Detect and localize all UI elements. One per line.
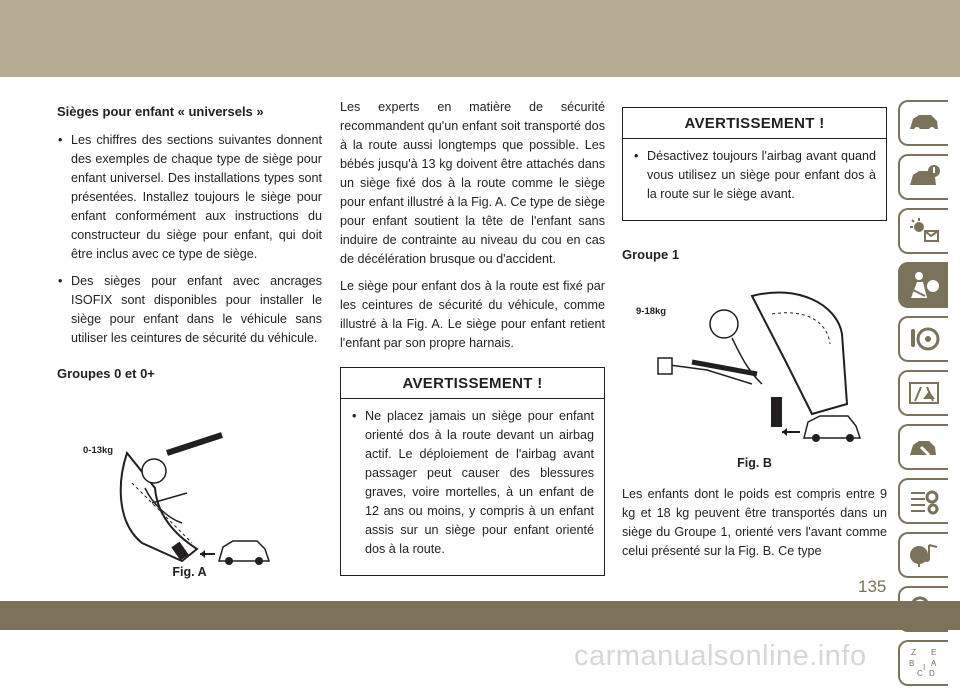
road-driving-icon (907, 379, 941, 407)
child-seat-airbag-icon (907, 270, 941, 300)
column-left (57, 98, 322, 582)
settings-list-icon (907, 487, 941, 515)
warning-list (633, 147, 876, 204)
watermark: carmanualsonline.info (574, 640, 867, 672)
bullet-item: • Les chiffres des sections suivantes donnent des exemples de chaque type de siège pour enfant universel. Des installations types sont présentées. Installez toujours le siège pour enfant conformément aux instructions du constructeur du siège pour enfant, qui doit être inclus avec ce type de siège. (57, 131, 322, 264)
tab-key-steering[interactable] (898, 316, 948, 362)
figure-caption: Fig. A (172, 565, 207, 579)
tab-alphabet-index[interactable] (898, 640, 948, 686)
warning-body (341, 399, 604, 575)
warning-body (623, 139, 886, 220)
tab-car-alert[interactable] (898, 154, 948, 200)
tab-car-info[interactable] (898, 100, 948, 146)
svg-text:C: C (917, 669, 923, 678)
svg-text:Z: Z (911, 648, 916, 657)
section-heading: Sièges pour enfant « universels » (57, 104, 264, 119)
column-middle (340, 98, 605, 586)
bullet-item: • Des sièges pour enfant avec ancrages ISOFIX sont disponibles pour installer le siège pour enfant dans le véhicule sans utiliser les ceintures de sécurité du véhicule. (57, 272, 322, 348)
weight-label: 0-13kg (83, 445, 114, 456)
column-right (622, 98, 887, 569)
car-alert-icon (907, 163, 941, 191)
page-number: 135 (858, 577, 887, 596)
svg-text:D: D (929, 669, 935, 678)
bottom-band (0, 601, 960, 630)
warning-item: • Désactivez toujours l'airbag avant quand vous utilisez un siège pour enfant dos à la route sur le siège avant. (633, 147, 876, 204)
svg-text:I: I (923, 663, 926, 672)
forward-facing-seat-illustration (622, 274, 887, 460)
bullet-list (57, 131, 322, 348)
car-service-icon (907, 433, 941, 461)
car-info-icon (907, 109, 941, 137)
tab-music-nav[interactable] (898, 532, 948, 578)
tab-settings-list[interactable] (898, 478, 948, 524)
warning-title: AVERTISSEMENT ! (623, 108, 886, 139)
warning-box (340, 367, 605, 576)
warning-item: • Ne placez jamais un siège pour enfant orienté dos à la route devant un airbag actif. Le déploiement de l'airbag avant passager peut causer des blessures graves, voire mortelles, à un enfant de 12 ans ou moins, y compris à un enfant assis sur un siège pour enfant orienté dos à la route. (351, 407, 594, 559)
figure-caption: Fig. B (737, 456, 772, 470)
svg-text:B: B (909, 659, 915, 668)
warning-list (351, 407, 594, 559)
paragraph: Les enfants dont le poids est compris entre 9 kg et 18 kg peuvent être transportés dans un siège du Groupe 1, orienté vers l'avant comme celui présenté sur la Fig. B. Ce type (622, 487, 887, 558)
key-steering-icon (907, 325, 941, 353)
figure-a (57, 393, 322, 582)
svg-text:A: A (931, 659, 937, 668)
warning-title: AVERTISSEMENT ! (341, 368, 604, 399)
figure-b (622, 274, 887, 473)
weight-label: 9-18kg (636, 306, 667, 317)
top-band (0, 0, 960, 77)
rear-facing-seat-illustration (57, 393, 322, 573)
tab-warning-lights[interactable] (898, 208, 948, 254)
subsection-heading: Groupes 0 et 0+ (57, 366, 155, 381)
svg-text:E: E (931, 648, 937, 657)
paragraph: Les experts en matière de sécurité recommandent qu'un enfant soit transporté dos à la route aussi longtemps que possible. Les bébés jusqu'à 13 kg doivent être attachés dans un siège fixé dos à la route comme le siège pour enfant illustré à la Fig. A. Ce type de siège pour enfant soutient la tête de l'enfant sans induire de contrainte au niveau du cou en cas de décélération brusque ou d'accident. (340, 100, 605, 266)
section-heading: Groupe 1 (622, 247, 680, 262)
tab-road-driving[interactable] (898, 370, 948, 416)
paragraph: Le siège pour enfant dos à la route est fixé par les ceintures de sécurité du véhicule, comme illustré à la Fig. A. Le siège pour enfant retient l'enfant par son propre harnais. (340, 279, 605, 350)
tab-child-seat-airbag[interactable] (898, 262, 948, 308)
alphabet-index-icon (907, 646, 941, 680)
tab-car-service[interactable] (898, 424, 948, 470)
warning-box (622, 107, 887, 221)
warning-lights-icon (907, 217, 941, 245)
music-nav-icon (907, 541, 941, 569)
